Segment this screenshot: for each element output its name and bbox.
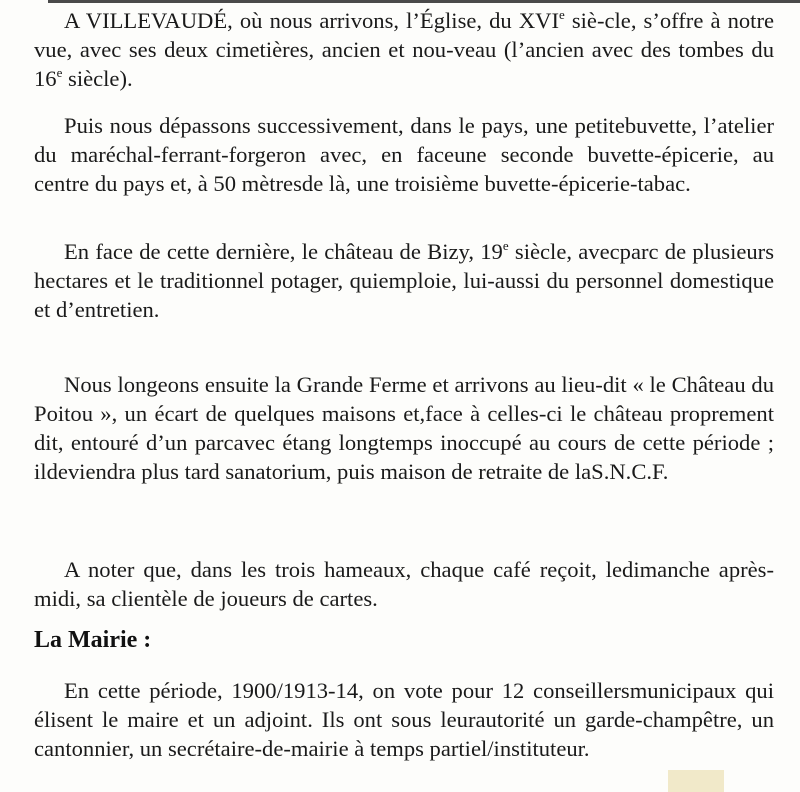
text-line: En cette période, 1900/1913-14, on vote pour 12 conseillers	[64, 678, 630, 703]
text-line: avec étang longtemps inoccupé au cours de cette période ; il	[34, 430, 774, 484]
paragraph-poitou	[34, 370, 774, 486]
paragraph-buvettes	[34, 111, 774, 198]
superscript: e	[56, 65, 63, 80]
text-line: emploie, lui-aussi du personnel domestique et d’entretien.	[34, 268, 775, 322]
text-line: Puis nous dépassons successivement, dans le pays, une petite	[64, 113, 625, 138]
superscript: e	[502, 238, 509, 253]
text-line: Nous longeons ensuite la Grande Ferme et arrivons au lieu-	[64, 372, 603, 397]
text-line: de là, une troisième buvette-épicerie-tabac.	[301, 171, 691, 196]
text-line: dit « le Château du Poitou », un écart de quelques maisons et,	[34, 372, 774, 426]
paragraph-bizy	[34, 237, 774, 324]
paragraph-cafes	[34, 555, 774, 613]
text-line: face à celles-ci le château proprement dit, entouré d’un parc	[34, 401, 774, 455]
paragraph-mairie	[34, 676, 774, 763]
text-line: En face de cette dernière, le château de Bizy, 19e siècle, avec	[64, 238, 620, 264]
text-line: buvette, l’atelier du maréchal-ferrant-forgeron avec, en face	[34, 113, 774, 167]
text-line: S.N.C.F.	[591, 459, 669, 484]
paragraph-villevaude	[34, 6, 774, 93]
section-heading-mairie: La Mairie :	[34, 627, 152, 653]
paper-stain	[668, 770, 724, 792]
text-line: A VILLEVAUDÉ, où nous arrivons, l’Église, du XVIe siè-	[64, 7, 605, 33]
text-line: cle, s’offre à notre vue, avec ses deux cimetières, ancien et nou-	[34, 8, 774, 62]
text-line: dimanche après-midi, sa clientèle de joueurs de cartes.	[34, 557, 774, 611]
top-rule	[48, 0, 800, 3]
text-line: parc de plusieurs hectares et le traditionnel potager, qui	[34, 239, 774, 293]
text-line: veau (l’ancien avec des tombes du 16e siècle).	[34, 37, 774, 91]
text-line: A noter que, dans les trois hameaux, chaque café reçoit, le	[64, 557, 623, 582]
text-line: mairie à temps partiel/instituteur.	[290, 736, 590, 761]
text-line: municipaux qui élisent le maire et un adjoint. Ils ont sous leur	[34, 678, 774, 732]
text-line: autorité un garde-champêtre, un cantonnier, un secrétaire-de-	[34, 707, 774, 761]
text-line: une seconde buvette-épicerie, au centre du pays et, à 50 mètres	[34, 142, 774, 196]
text-line: deviendra plus tard sanatorium, puis maison de retraite de la	[46, 459, 592, 484]
superscript: e	[558, 7, 565, 22]
